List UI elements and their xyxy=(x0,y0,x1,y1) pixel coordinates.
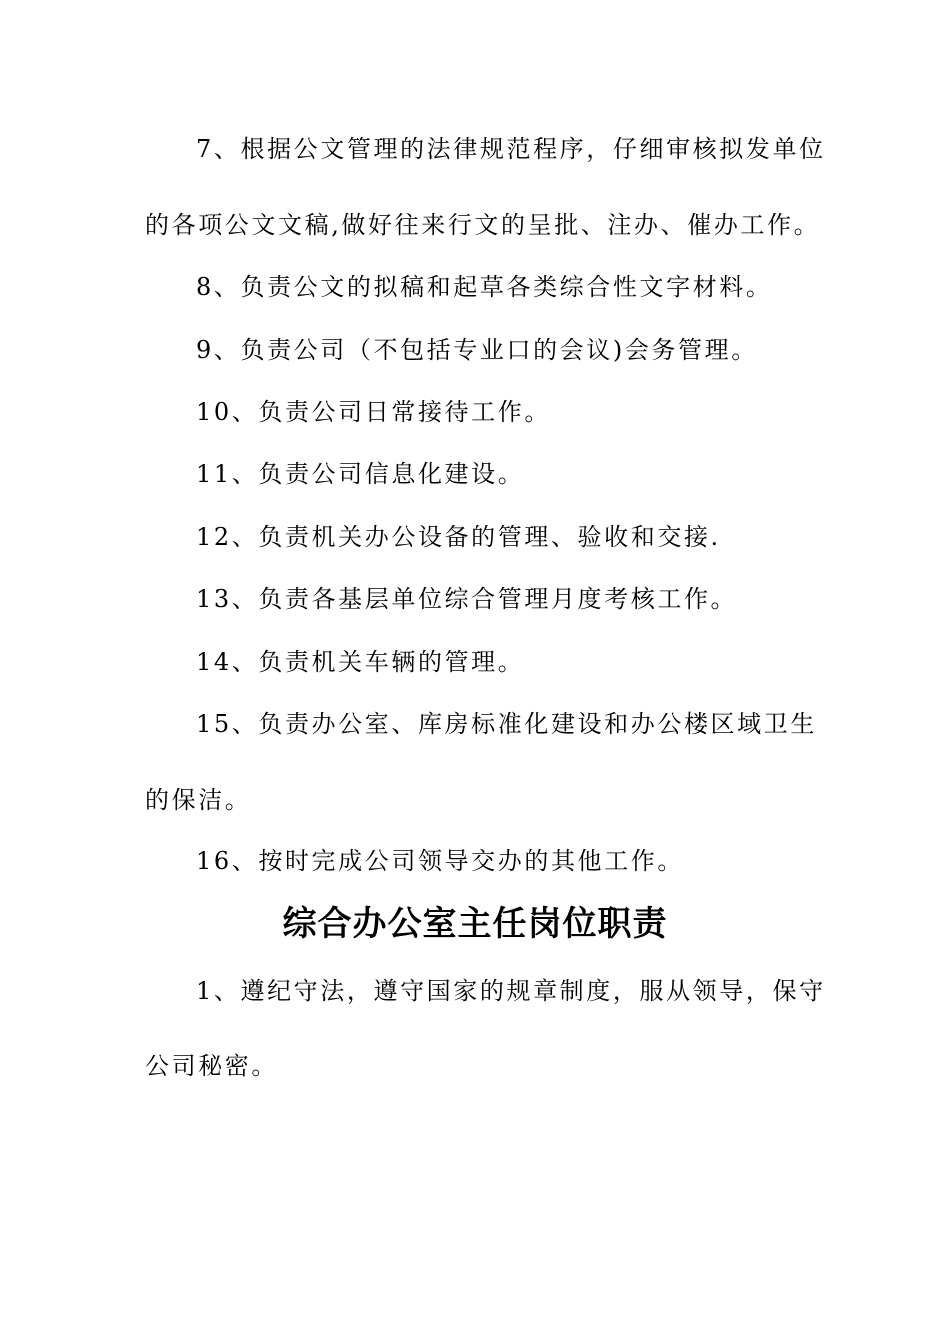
paragraph-line: 13、负责各基层单位综合管理月度考核工作。 xyxy=(196,585,738,613)
paragraph-line: 10、负责公司日常接待工作。 xyxy=(196,398,551,426)
paragraph-line: 11、负责公司信息化建设。 xyxy=(196,460,525,488)
paragraph-line: 1、遵纪守法，遵守国家的规章制度，服从领导，保守 xyxy=(196,977,826,1005)
paragraph-line: 12、负责机关办公设备的管理、验收和交接. xyxy=(196,523,721,551)
paragraph-line: 的保洁。 xyxy=(145,786,252,814)
paragraph-line: 16、按时完成公司领导交办的其他工作。 xyxy=(196,847,684,875)
paragraph-line: 9、负责公司（不包括专业口的会议)会务管理。 xyxy=(196,336,758,364)
paragraph-line: 14、负责机关车辆的管理。 xyxy=(196,648,525,676)
paragraph-line: 7、根据公文管理的法律规范程序，仔细审核拟发单位 xyxy=(196,135,826,163)
paragraph-line: 15、负责办公室、库房标准化建设和办公楼区域卫生 xyxy=(196,710,817,738)
paragraph-line: 公司秘密。 xyxy=(145,1052,278,1080)
paragraph-line: 8、负责公文的拟稿和起草各类综合性文字材料。 xyxy=(196,273,773,301)
paragraph-line: 的各项公文文稿,做好往来行文的呈批、注办、催办工作。 xyxy=(145,211,821,239)
section-title: 综合办公室主任岗位职责 xyxy=(282,904,668,944)
